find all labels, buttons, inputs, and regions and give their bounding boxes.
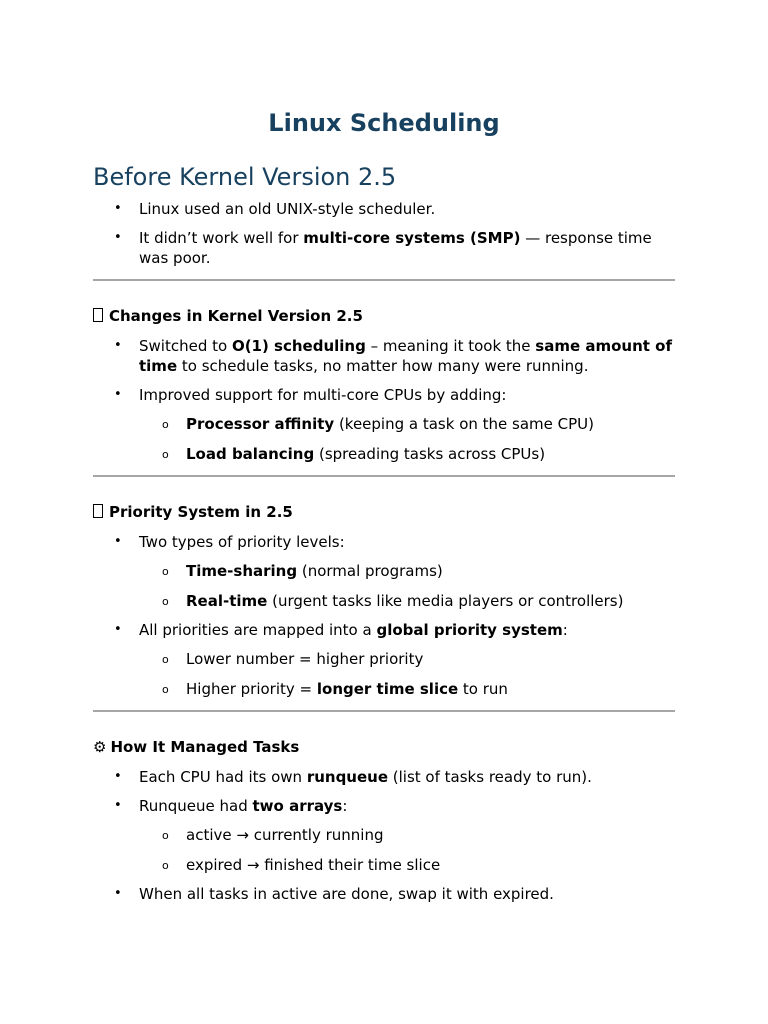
bullet-icon: • <box>114 338 122 353</box>
bullet-icon: • <box>114 387 122 402</box>
sub-list-item: o expired → finished their time slice <box>162 855 441 874</box>
list-item: • Switched to O(1) scheduling – meaning it took the same amount of time to schedule tasks, no matter how many were running. <box>114 337 673 375</box>
sub-list-item: o Higher priority = longer time slice to run <box>162 679 508 698</box>
sub-list-item: o Real-time (urgent tasks like media players or controllers) <box>162 591 624 610</box>
list-item: • Linux used an old UNIX-style scheduler. <box>114 200 436 218</box>
bullet-icon: • <box>114 622 122 637</box>
list-item: • Two types of priority levels: o Time-sharing (normal programs) o Real-time (urgent tasks like media players or controllers) <box>93 532 675 611</box>
sub-list-item: o Time-sharing (normal programs) <box>162 562 443 580</box>
page-title: Linux Scheduling <box>268 109 500 137</box>
list-item: • When all tasks in active are done, swap it with expired. <box>114 885 554 903</box>
sub-bullet-icon: o <box>162 565 169 578</box>
sub-bullet-icon: o <box>162 858 169 872</box>
list-item: • Runqueue had two arrays: o active → currently running o expired → finished their time slice <box>93 796 675 875</box>
bullet-icon: • <box>114 769 122 784</box>
bullet-icon: • <box>114 201 122 216</box>
list-item: • Improved support for multi-core CPUs by adding: o Processor affinity (keeping a task on the same CPU) o Load balancing (spreading tasks across CPUs) <box>93 385 675 464</box>
sub-list-item: o active → currently running <box>162 826 384 844</box>
gear-icon: ⚙ <box>93 738 107 756</box>
section-changes-2-5 <box>93 306 675 473</box>
section-heading-before-2-5: Before Kernel Version 2.5 <box>93 163 397 191</box>
list-item: • All priorities are mapped into a global priority system: o Lower number = higher priority o Higher priority = longer time slice to run <box>93 620 675 699</box>
box-glyph-icon <box>93 308 103 322</box>
divider <box>93 279 675 281</box>
section-heading-priority-system: Priority System in 2.5 <box>93 502 675 522</box>
list-item: • It didn’t work well for multi-core systems (SMP) — response time was poor. <box>114 229 652 267</box>
sub-bullet-icon: o <box>162 418 169 431</box>
box-glyph-icon <box>93 504 103 518</box>
sub-list-item: o Lower number = higher priority <box>162 650 424 668</box>
bullet-icon: • <box>114 798 122 813</box>
section-heading-managed-tasks: ⚙ How It Managed Tasks <box>93 738 300 756</box>
sub-list-item: o Load balancing (spreading tasks across CPUs) <box>162 444 546 463</box>
sub-list-item: o Processor affinity (keeping a task on the same CPU) <box>162 415 594 433</box>
divider <box>93 710 675 712</box>
list-item: • Each CPU had its own runqueue (list of tasks ready to run). <box>114 768 592 786</box>
bullet-icon: • <box>114 230 122 245</box>
section-heading-changes-2-5: Changes in Kernel Version 2.5 <box>93 306 675 326</box>
sub-bullet-icon: o <box>162 653 169 666</box>
section-before-2-5-list <box>93 199 675 277</box>
section-priority-system <box>93 502 675 708</box>
divider <box>93 475 675 477</box>
bullet-icon: • <box>114 534 122 549</box>
section-managed-tasks <box>93 737 675 913</box>
sub-bullet-icon: o <box>162 829 169 842</box>
sub-bullet-icon: o <box>162 447 169 461</box>
sub-bullet-icon: o <box>162 682 169 696</box>
bullet-icon: • <box>114 886 122 901</box>
sub-bullet-icon: o <box>162 594 169 608</box>
